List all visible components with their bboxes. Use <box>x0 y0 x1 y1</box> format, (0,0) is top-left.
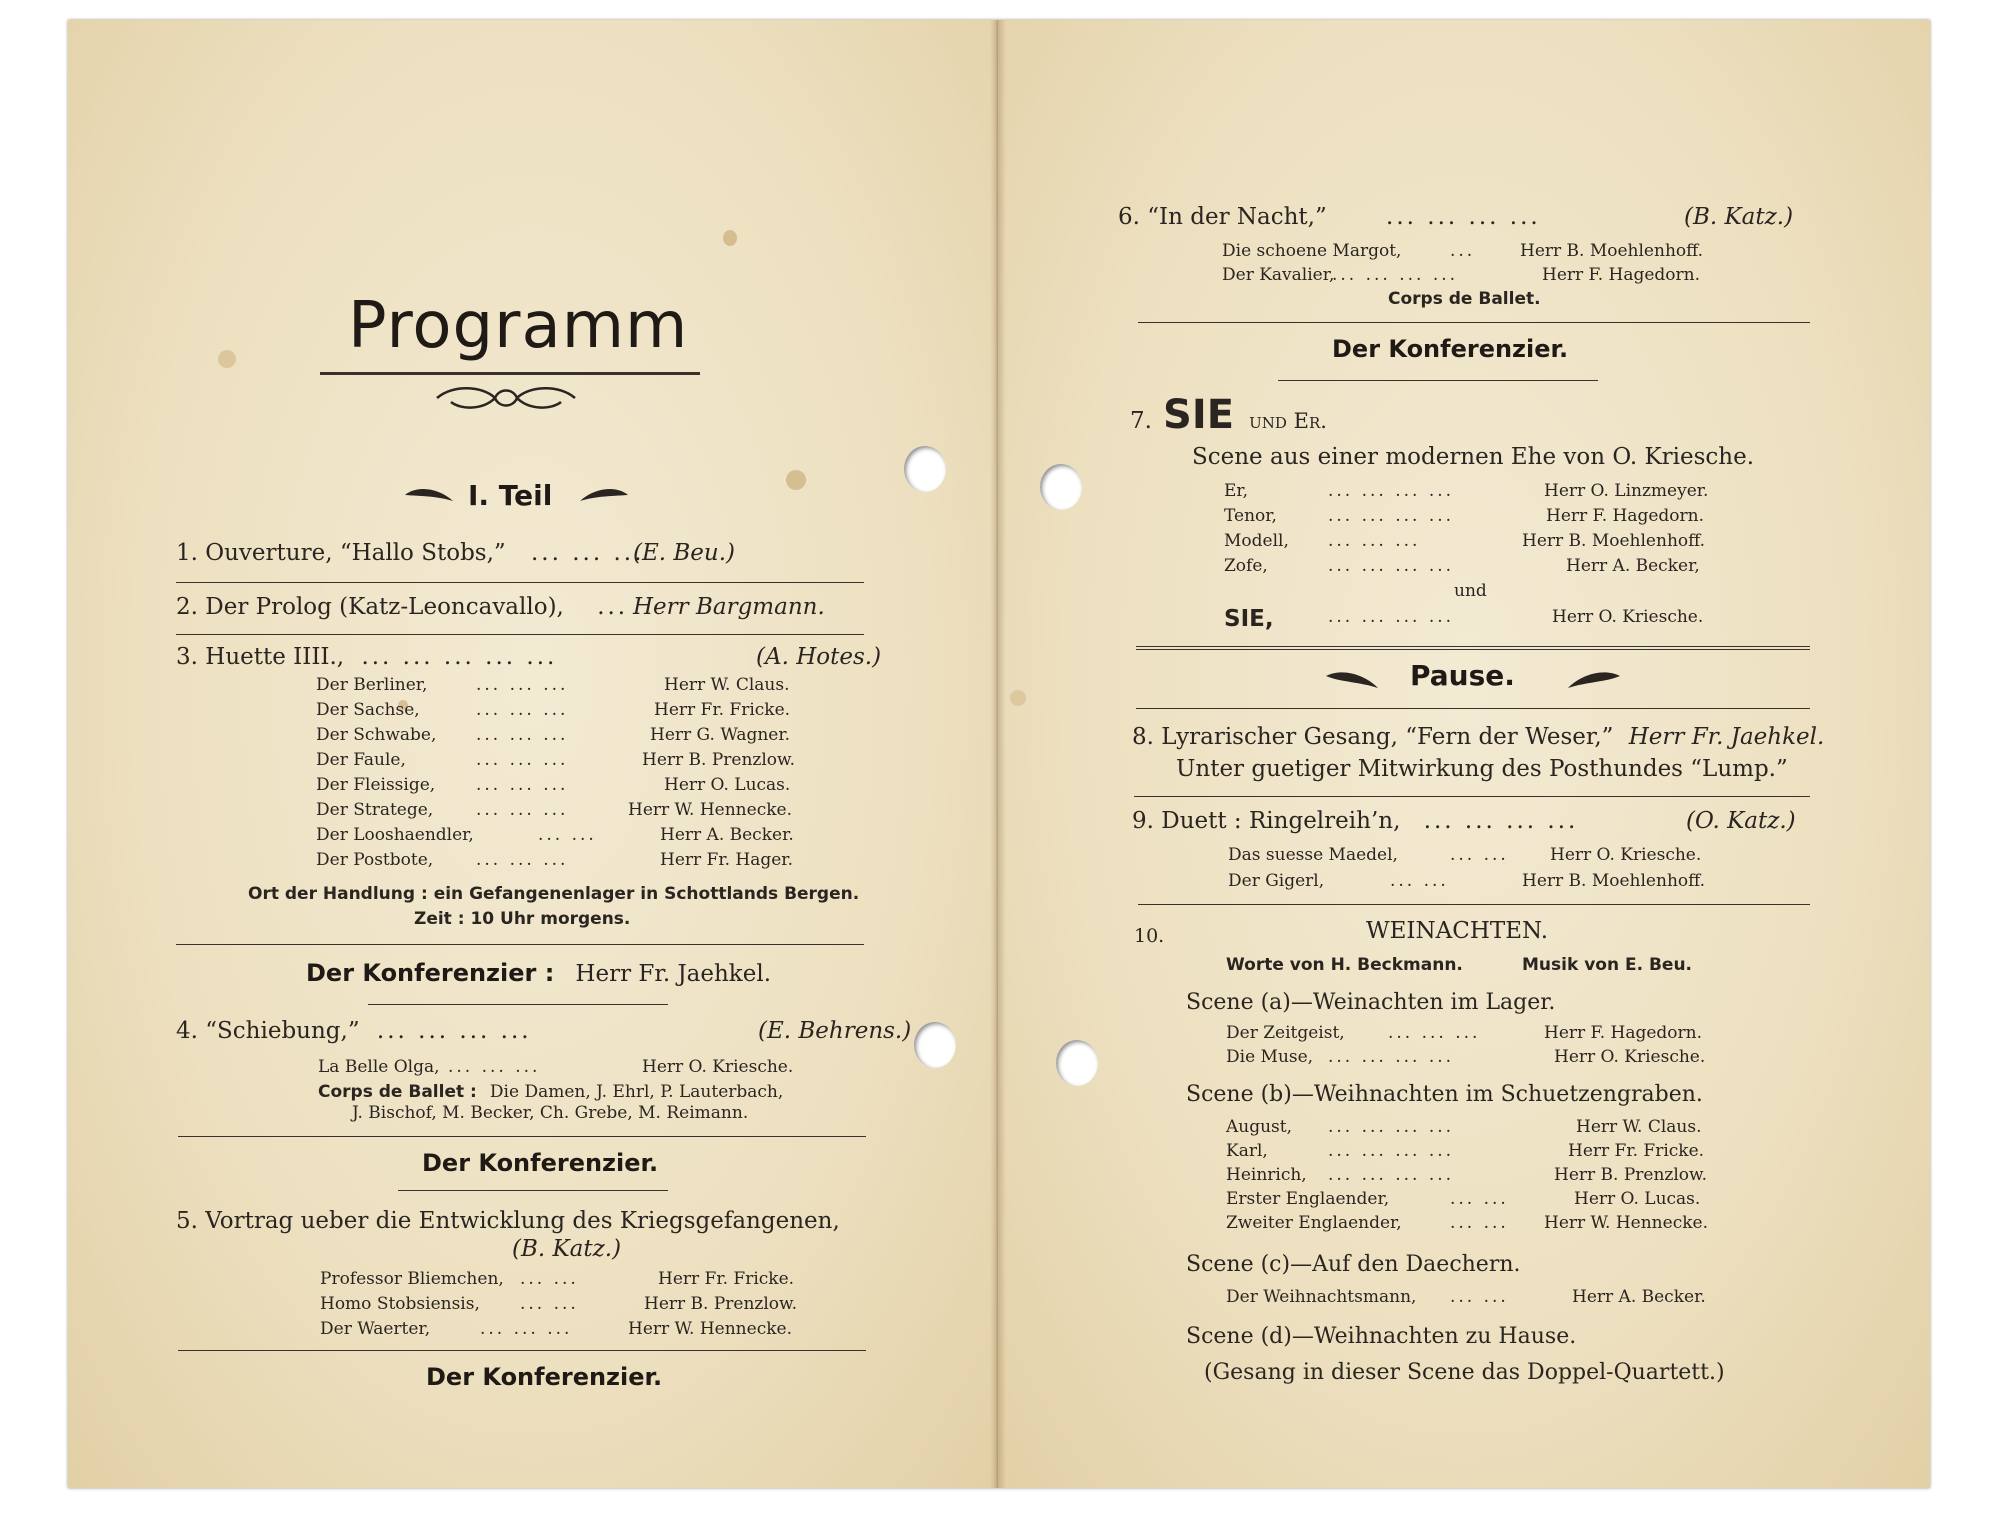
cast-role: Heinrich, <box>1226 1165 1307 1185</box>
cast-role: Tenor, <box>1224 506 1277 526</box>
setting-place: Ort der Handlung : ein Gefangenenlager in Schottlands Bergen. <box>248 884 860 904</box>
cast-role: Professor Bliemchen, <box>320 1269 504 1289</box>
cast-actor: Herr O. Kriesche. <box>1552 607 1704 627</box>
cast-actor: Herr W. Hennecke. <box>628 1319 792 1339</box>
konferenzier-heading: Der Konferenzier. <box>426 1363 663 1391</box>
cast-actor: Herr Fr. Hager. <box>660 850 793 870</box>
cast-role: Der Schwabe, <box>316 725 437 745</box>
divider <box>1134 796 1810 797</box>
sie-role: SIE, <box>1224 606 1274 632</box>
cast-role: Homo Stobsiensis, <box>320 1294 480 1314</box>
konferenzier-heading: Der Konferenzier. <box>422 1149 659 1177</box>
leader-dots: ... ... ... ... <box>1328 1165 1455 1185</box>
cast-actor: Herr W. Hennecke. <box>1544 1213 1708 1233</box>
und-er-title: und Er. <box>1249 409 1327 433</box>
leader-dots: ... ... <box>520 1294 579 1314</box>
divider <box>176 944 864 945</box>
divider <box>1136 708 1810 709</box>
item-10-musik: Musik von E. Beu. <box>1522 955 1693 975</box>
divider <box>178 1350 866 1351</box>
right-page <box>998 20 1930 1488</box>
item-number: 3. <box>176 644 198 670</box>
leader-dots: ... ... ... ... ... <box>361 644 558 670</box>
punch-hole <box>904 446 946 492</box>
divider <box>1278 380 1598 381</box>
item-number: 1. <box>176 540 198 566</box>
leader-dots: ... <box>1450 241 1476 261</box>
item-10-worte: Worte von H. Beckmann. <box>1226 955 1463 975</box>
item-title: Vortrag ueber die Entwicklung des Kriegsgefangenen, <box>205 1208 840 1234</box>
item-number: 2. <box>176 594 198 620</box>
item-number: 5. <box>176 1208 198 1234</box>
konferenzier-name: Herr Fr. Jaehkel. <box>575 961 772 987</box>
leader-dots: ... ... <box>1450 1287 1509 1307</box>
leader-dots: ... ... ... <box>1388 1023 1481 1043</box>
cast-role: Der Stratege, <box>316 800 434 820</box>
leader-dots: ... ... ... <box>448 1057 541 1077</box>
center-fold <box>990 20 1006 1488</box>
cast-role: Der Gigerl, <box>1228 871 1325 891</box>
item-4-credit: (E. Behrens.) <box>758 1018 912 1044</box>
konferenzier-row <box>306 960 771 988</box>
ornament-icon <box>433 380 579 414</box>
cast-role: Die Muse, <box>1226 1047 1314 1067</box>
leader-dots: ... ... ... ... <box>1328 1047 1455 1067</box>
cast-actor: Herr G. Wagner. <box>650 725 791 745</box>
program-item-4 <box>176 1018 532 1044</box>
cast-actor: Herr A. Becker, <box>1566 556 1700 576</box>
item-7-subtitle: Scene aus einer modernen Ehe von O. Kriesche. <box>1192 444 1755 470</box>
program-item-3 <box>176 644 557 670</box>
leader-dots: ... ... ... ... <box>1328 1141 1455 1161</box>
cast-role: Der Kavalier, <box>1222 265 1335 285</box>
leader-dots: ... ... ... <box>476 675 569 695</box>
item-title: Ouverture, “Hallo Stobs,” <box>205 540 506 566</box>
leader-dots: ... ... <box>1450 1189 1509 1209</box>
item-title: Huette IIII., <box>205 644 345 670</box>
cast-actor: Herr W. Claus. <box>1576 1117 1702 1137</box>
ballet-row <box>318 1083 783 1103</box>
scene-b: Scene (b)—Weihnachten im Schuetzengraben. <box>1186 1082 1703 1107</box>
cast-role: Der Postbote, <box>316 850 434 870</box>
punch-hole <box>1056 1040 1098 1086</box>
item-title: “Schiebung,” <box>205 1018 360 1044</box>
scene-d: Scene (d)—Weihnachten zu Hause. <box>1186 1324 1577 1349</box>
leader-dots: ... ... <box>1450 1213 1509 1233</box>
cast-actor: Herr B. Prenzlow. <box>644 1294 797 1314</box>
cast-actor: Herr Fr. Fricke. <box>1568 1141 1705 1161</box>
item-8-line2: Unter guetiger Mitwirkung des Posthundes “Lump.” <box>1176 756 1788 782</box>
flourish-left-icon <box>403 486 455 504</box>
item-10-title: WEINACHTEN. <box>1366 918 1549 944</box>
cast-role: Der Berliner, <box>316 675 428 695</box>
item-6-credit: (B. Katz.) <box>1684 204 1794 230</box>
ballet-label: Corps de Ballet : <box>318 1082 477 1102</box>
cast-role: Zweiter Englaender, <box>1226 1213 1402 1233</box>
leader-dots: ... ... ... <box>476 800 569 820</box>
cast-actor: Herr A. Becker. <box>660 825 794 845</box>
cast-role: Erster Englaender, <box>1226 1189 1390 1209</box>
item-title: “In der Nacht,” <box>1147 204 1327 230</box>
item-title: Duett : Ringelreih’n, <box>1161 808 1401 834</box>
leader-dots: ... ... ... ... <box>1423 808 1579 834</box>
item-number: 6. <box>1118 204 1140 230</box>
cast-actor: Herr A. Becker. <box>1572 1287 1706 1307</box>
cast-role: Der Zeitgeist, <box>1226 1023 1345 1043</box>
leader-dots: ... ... ... <box>476 775 569 795</box>
cast-role: Zofe, <box>1224 556 1268 576</box>
item-number: 7. <box>1130 408 1152 434</box>
program-item-2 <box>176 594 628 620</box>
flourish-right-icon <box>578 486 630 504</box>
leader-dots: ... ... <box>520 1269 579 1289</box>
cast-role: Der Weihnachtsmann, <box>1226 1287 1417 1307</box>
leader-dots: ... ... ... <box>476 750 569 770</box>
flourish-right-icon <box>1566 670 1622 690</box>
cast-actor: Herr B. Prenzlow. <box>642 750 795 770</box>
item-1-credit: (E. Beu.) <box>633 540 735 566</box>
leader-dots: ... ... ... <box>476 850 569 870</box>
leader-dots: ... ... ... ... <box>1328 556 1455 576</box>
cast-actor: Herr Fr. Fricke. <box>654 700 791 720</box>
divider <box>176 634 864 635</box>
cast-actor: Herr F. Hagedorn. <box>1546 506 1704 526</box>
leader-dots: ... ... ... <box>476 725 569 745</box>
item-2-credit: Herr Bargmann. <box>633 594 825 620</box>
cast-role: Modell, <box>1224 531 1289 551</box>
scene-a: Scene (a)—Weinachten im Lager. <box>1186 990 1556 1015</box>
leader-dots: ... ... <box>1390 871 1449 891</box>
scene-c: Scene (c)—Auf den Daechern. <box>1186 1252 1521 1277</box>
cast-actor: Herr F. Hagedorn. <box>1542 265 1700 285</box>
leader-dots: ... ... ... ... <box>1328 481 1455 501</box>
setting-time: Zeit : 10 Uhr morgens. <box>414 909 631 929</box>
leader-dots: ... ... ... ... <box>1328 607 1455 627</box>
punch-hole <box>914 1022 956 1068</box>
program-item-6 <box>1118 204 1541 230</box>
cast-actor: Herr O. Linzmeyer. <box>1544 481 1709 501</box>
konferenzier-heading: Der Konferenzier. <box>1332 335 1569 363</box>
divider <box>1138 904 1810 905</box>
cast-actor: Herr O. Lucas. <box>664 775 791 795</box>
cast-role: Die schoene Margot, <box>1222 241 1402 261</box>
item-number: 9. <box>1132 808 1154 834</box>
cast-role: August, <box>1226 1117 1293 1137</box>
leader-dots: ... ... ... ... <box>376 1018 532 1044</box>
item-3-credit: (A. Hotes.) <box>756 644 882 670</box>
program-item-9 <box>1132 808 1578 834</box>
cast-actor: Herr O. Kriesche. <box>1550 845 1702 865</box>
cast-actor: Herr B. Moehlenhoff. <box>1522 531 1705 551</box>
cast-role: Er, <box>1224 481 1249 501</box>
pause-heading: Pause. <box>1410 659 1515 692</box>
item-number: 4. <box>176 1018 198 1044</box>
leader-dots: ... ... ... ... <box>1332 265 1459 285</box>
cast-actor: Herr B. Prenzlow. <box>1554 1165 1707 1185</box>
und-text: und <box>1454 581 1487 601</box>
divider <box>1138 322 1810 323</box>
page-title: Programm <box>348 289 689 363</box>
divider <box>176 582 864 583</box>
leader-dots: ... ... ... <box>476 700 569 720</box>
double-divider <box>1136 646 1810 650</box>
ballet-names: Die Damen, J. Ehrl, P. Lauterbach, <box>489 1082 784 1102</box>
scene-d-note: (Gesang in dieser Scene das Doppel-Quartett.) <box>1204 1360 1725 1385</box>
left-page <box>68 20 998 1488</box>
leader-dots: ... ... <box>538 825 597 845</box>
cast-role: Das suesse Maedel, <box>1228 845 1398 865</box>
item-9-credit: (O. Katz.) <box>1686 808 1796 834</box>
cast-role: Der Waerter, <box>320 1319 431 1339</box>
cast-role: Karl, <box>1226 1141 1268 1161</box>
leader-dots: ... ... <box>1450 845 1509 865</box>
ballet-heading: Corps de Ballet. <box>1388 289 1541 309</box>
cast-actor: Herr B. Moehlenhoff. <box>1520 241 1703 261</box>
cast-role: La Belle Olga, <box>318 1057 440 1077</box>
ballet-names: J. Bischof, M. Becker, Ch. Grebe, M. Reimann. <box>352 1103 749 1123</box>
cast-actor: Herr W. Hennecke. <box>628 800 792 820</box>
divider <box>178 1136 866 1137</box>
program-item-8 <box>1132 724 1824 750</box>
leader-dots: ... ... ... ... <box>1386 204 1541 230</box>
punch-hole <box>1040 464 1082 510</box>
program-item-1 <box>176 540 644 566</box>
cast-actor: Herr F. Hagedorn. <box>1544 1023 1702 1043</box>
cast-role: Der Sachse, <box>316 700 420 720</box>
cast-actor: Herr B. Moehlenhoff. <box>1522 871 1705 891</box>
cast-actor: Herr O. Kriesche. <box>1554 1047 1706 1067</box>
part-heading: I. Teil <box>468 479 553 512</box>
item-title: Der Prolog (Katz-Leoncavallo), <box>205 594 564 620</box>
item-5-credit: (B. Katz.) <box>512 1236 622 1262</box>
leader-dots: ... ... ... ... <box>1328 1117 1455 1137</box>
item-title: Lyrarischer Gesang, “Fern der Weser,” <box>1161 724 1614 750</box>
leader-dots: ... ... ... ... <box>1328 506 1455 526</box>
item-number: 10. <box>1134 925 1165 947</box>
program-item-5 <box>176 1208 840 1234</box>
cast-role: Der Faule, <box>316 750 406 770</box>
item-number: 8. <box>1132 724 1154 750</box>
leader-dots: ... ... ... <box>480 1319 573 1339</box>
leader-dots: ... <box>597 594 629 620</box>
sie-title: SIE <box>1163 392 1235 438</box>
divider <box>398 1190 668 1191</box>
cast-actor: Herr O. Kriesche. <box>642 1057 794 1077</box>
cast-role: Der Looshaendler, <box>316 825 474 845</box>
leader-dots: ... ... ... <box>530 540 645 566</box>
cast-actor: Herr W. Claus. <box>664 675 790 695</box>
leader-dots: ... ... ... <box>1328 531 1421 551</box>
divider <box>368 1004 668 1005</box>
cast-role: Der Fleissige, <box>316 775 436 795</box>
item-8-credit: Herr Fr. Jaehkel. <box>1628 724 1825 750</box>
program-item-7 <box>1130 392 1327 438</box>
flourish-left-icon <box>1324 670 1380 690</box>
cast-actor: Herr Fr. Fricke. <box>658 1269 795 1289</box>
konferenzier-label: Der Konferenzier : <box>306 959 555 987</box>
cast-actor: Herr O. Lucas. <box>1574 1189 1701 1209</box>
title-underline <box>320 372 700 375</box>
